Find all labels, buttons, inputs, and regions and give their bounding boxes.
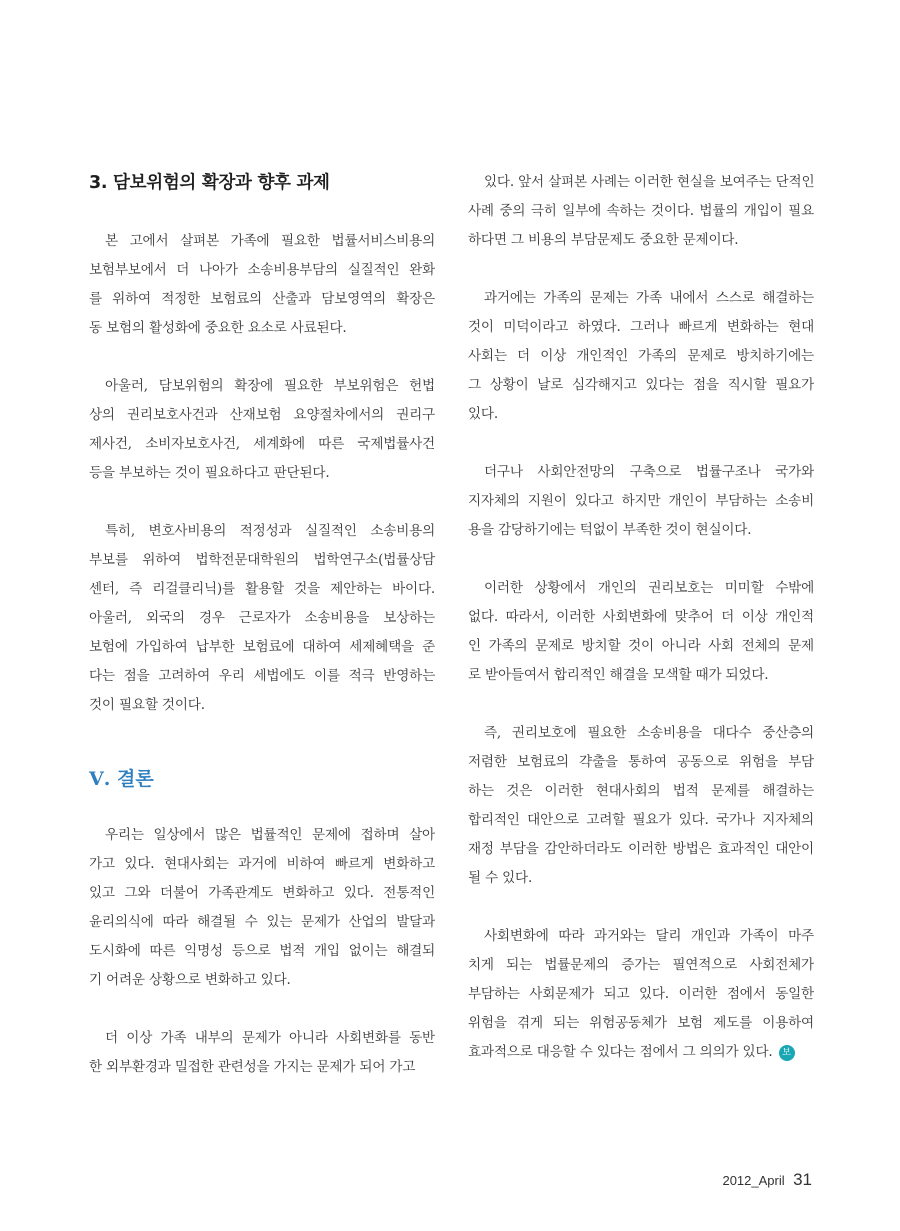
- text-line: 특히, 변호사비용의 적정성과 실질적인 소송비용의: [105, 523, 435, 539]
- text-line: 센터, 즉 리걸클리닉)를 활용할 것을 제안하는 바이다.: [89, 581, 435, 597]
- text-line: 다는 점을 고려하여 우리 세법에도 이를 적극 반영하는: [89, 668, 435, 684]
- text-line: 없다. 따라서, 이러한 사회변화에 맞추어 더 이상 개인적: [468, 609, 814, 625]
- text-line: 합리적인 대안으로 고려할 필요가 있다. 국가나 지자체의: [468, 812, 814, 828]
- text-line: 있고 그와 더불어 가족관계도 변화하고 있다. 전통적인: [89, 885, 435, 901]
- text-line: 사회변화에 따라 과거와는 달리 개인과 가족이 마주: [484, 928, 814, 944]
- text-line: 인 가족의 문제로 방치할 것이 아니라 사회 전체의 문제: [468, 638, 814, 654]
- text-line: 될 수 있다.: [468, 870, 533, 886]
- text-line: 아울러, 담보위험의 확장에 필요한 부보위험은 헌법: [105, 378, 435, 394]
- paragraph: [468, 168, 814, 255]
- text-line: 하는 것은 이러한 현대사회의 법적 문제를 해결하는: [468, 783, 814, 799]
- text-line: 저렴한 보험료의 갹출을 통하여 공동으로 위험을 부담: [468, 754, 814, 770]
- text-line: 보험부보에서 더 나아가 소송비용부담의 실질적인 완화: [89, 262, 435, 278]
- end-mark-icon: 보: [779, 1045, 795, 1061]
- text-line: 아울러, 외국의 경우 근로자가 소송비용을 보상하는: [89, 610, 435, 626]
- text-line: 과거에는 가족의 문제는 가족 내에서 스스로 해결하는: [484, 290, 814, 306]
- text-line: 그 상황이 날로 심각해지고 있다는 점을 직시할 필요가: [468, 377, 814, 393]
- paragraph: [89, 821, 435, 995]
- paragraph: [89, 517, 435, 720]
- text-line: 위험을 겪게 되는 위험공동체가 보험 제도를 이용하여: [468, 1015, 814, 1031]
- right-paragraphs: [468, 168, 814, 1067]
- text-line: 지자체의 지원이 있다고 하지만 개인이 부담하는 소송비: [468, 493, 814, 509]
- page-number: 31: [793, 1170, 812, 1189]
- text-line: 상의 권리보호사건과 산재보험 요양절차에서의 권리구: [89, 407, 435, 423]
- paragraph: [89, 1024, 435, 1082]
- text-line: 더 이상 가족 내부의 문제가 아니라 사회변화를 동반: [105, 1030, 435, 1046]
- text-line: 사례 중의 극히 일부에 속하는 것이다. 법률의 개입이 필요: [468, 203, 814, 219]
- paragraph: [468, 458, 814, 545]
- paragraph: [468, 922, 814, 1067]
- text-line: 기 어려운 상황으로 변화하고 있다.: [89, 972, 291, 988]
- paragraph: [89, 227, 435, 343]
- text-line: 를 위하여 적정한 보험료의 산출과 담보영역의 확장은: [89, 291, 435, 307]
- text-line: 재정 부담을 감안하더라도 이러한 방법은 효과적인 대안이: [468, 841, 814, 857]
- text-line: 부보를 위하여 법학전문대학원의 법학연구소(법률상담: [89, 552, 435, 568]
- text-line: 보험에 가입하여 납부한 보험료에 대하여 세제혜택을 준: [89, 639, 435, 655]
- right-column: [468, 168, 814, 1096]
- text-line: 이러한 상황에서 개인의 권리보호는 미미할 수밖에: [484, 580, 814, 596]
- left-paragraphs-1: [89, 227, 435, 720]
- text-line: 도시화에 따른 익명성 등으로 법적 개입 없이는 해결되: [89, 943, 435, 959]
- text-line: 우리는 일상에서 많은 법률적인 문제에 접하며 살아: [105, 827, 435, 843]
- text-line: 용을 감당하기에는 턱없이 부족한 것이 현실이다.: [468, 522, 752, 538]
- text-line: 한 외부환경과 밀접한 관련성을 가지는 문제가 되어 가고: [89, 1059, 416, 1075]
- text-line: 등을 부보하는 것이 필요하다고 판단된다.: [89, 465, 330, 481]
- text-line: 치게 되는 법률문제의 증가는 필연적으로 사회전체가: [468, 957, 814, 973]
- left-paragraphs-2: [89, 821, 435, 1082]
- paragraph: [468, 574, 814, 690]
- text-line: 사회는 더 이상 개인적인 가족의 문제로 방치하기에는: [468, 348, 814, 364]
- page-footer: [722, 1170, 812, 1190]
- paragraph: [468, 719, 814, 893]
- text-line: 제사건, 소비자보호사건, 세계화에 따른 국제법률사건: [89, 436, 435, 452]
- section-title: Ⅴ. 결론: [89, 768, 154, 790]
- paragraph: [468, 284, 814, 429]
- text-line: 것이 필요할 것이다.: [89, 697, 205, 713]
- text-line: 것이 미덕이라고 하였다. 그러나 빠르게 변화하는 현대: [468, 319, 814, 335]
- text-line: 동 보험의 활성화에 중요한 요소로 사료된다.: [89, 320, 347, 336]
- text-line: 윤리의식에 따라 해결될 수 있는 문제가 산업의 발달과: [89, 914, 435, 930]
- text-line: 즉, 권리보호에 필요한 소송비용을 대다수 중산층의: [484, 725, 814, 741]
- text-line: 로 받아들여서 합리적인 해결을 모색할 때가 되었다.: [468, 667, 769, 683]
- text-line: [468, 1038, 814, 1067]
- paragraph: [89, 372, 435, 488]
- text-line: 있다.: [468, 406, 498, 422]
- text-line: 부담하는 사회문제가 되고 있다. 이러한 점에서 동일한: [468, 986, 814, 1002]
- left-column: [89, 168, 435, 1111]
- issue-label: 2012_April: [722, 1173, 785, 1188]
- subsection-heading: 3. 담보위험의 확장과 향후 과제: [89, 173, 330, 193]
- text-line: 가고 있다. 현대사회는 과거에 비하여 빠르게 변화하고: [89, 856, 435, 872]
- text-line: 본 고에서 살펴본 가족에 필요한 법률서비스비용의: [105, 233, 435, 249]
- text-line: 더구나 사회안전망의 구축으로 법률구조나 국가와: [484, 464, 814, 480]
- text-line: 있다. 앞서 살펴본 사례는 이러한 현실을 보여주는 단적인: [484, 174, 814, 190]
- text-line-content: 효과적으로 대응할 수 있다는 점에서 그 의의가 있다.: [468, 1044, 773, 1060]
- text-line: 하다면 그 비용의 부담문제도 중요한 문제이다.: [468, 232, 739, 248]
